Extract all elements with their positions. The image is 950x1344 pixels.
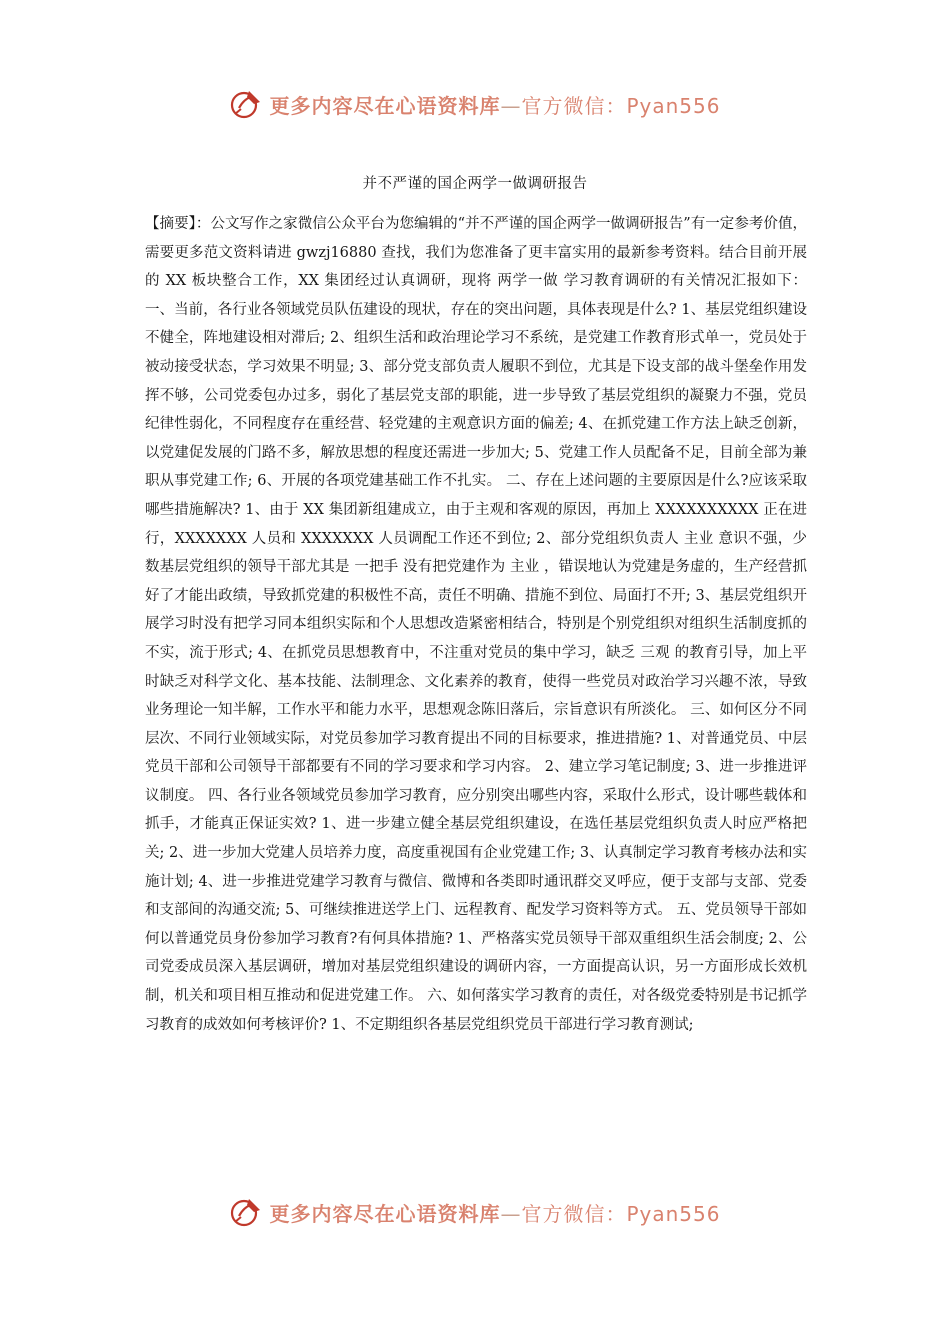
watermark-separator: —: [500, 1201, 522, 1226]
watermark-contact: 官方微信：Pyan556: [521, 1201, 721, 1226]
document-title: 并不严谨的国企两学一做调研报告: [362, 176, 588, 192]
watermark-text: [269, 1198, 720, 1227]
pen-logo-icon: [229, 87, 263, 121]
watermark-separator: —: [500, 93, 522, 118]
document-body: 【摘要】：公文写作之家微信公众平台为您编辑的“并不严谨的国企两学一做调研报告”有一定参考价值，需要更多范文资料请进 gwzj16880 查找，我们为您准备了更丰富实用的最新参考资料。结合目前开展的 XX 板块整合工作，XX 集团经过认真调研，现将 两学一做 学习教育调研的有关情况汇报如下： 一、当前，各行业各领域党员队伍建设的现状，存在的突出问题，具体表现是什么? 1、基层党组织建设不健全，阵地建设相对滞后; 2、组织生活和政治理论学习不系统，是党建工作教育形式单一，党员处于被动接受状态，学习效果不明显; 3、部分党支部负责人履职不到位，尤其是下设支部的战斗堡垒作用发挥不够，公司党委包办过多，弱化了基层党支部的职能，进一步导致了基层党组织的凝聚力不强，党员纪律性弱化，不同程度存在重经营、轻党建的主观意识方面的偏差; 4、在抓党建工作方法上缺乏创新，以党建促发展的门路不多，解放思想的程度还需进一步加大; 5、党建工作人员配备不足，目前全部为兼职从事党建工作; 6、开展的各项党建基础工作不扎实。 二、存在上述问题的主要原因是什么?应该采取哪些措施解决? 1、由于 XX 集团新组建成立，由于主观和客观的原因，再加上 XXXXXXXXXX 正在进行，XXXXXXX 人员和 XXXXXXX 人员调配工作还不到位; 2、部分党组织负责人 主业 意识不强，少数基层党组织的领导干部尤其是 一把手 没有把党建作为 主业 ，错误地认为党建是务虚的，生产经营抓好了才能出政绩，导致抓党建的积极性不高，责任不明确、措施不到位、局面打不开; 3、基层党组织开展学习时没有把学习同本组织实际和个人思想改造紧密相结合，特别是个别党组织对组织生活制度抓的不实，流于形式; 4、在抓党员思想教育中，不注重对党员的集中学习，缺乏 三观 的教育引导，加上平时缺乏对科学文化、基本技能、法制理念、文化素养的教育，使得一些党员对政治学习兴趣不浓，导致业务理论一知半解，工作水平和能力水平，思想观念陈旧落后，宗旨意识有所淡化。 三、如何区分不同层次、不同行业领域实际，对党员参加学习教育提出不同的目标要求，推进措施? 1、对普通党员、中层党员干部和公司领导干部都要有不同的学习要求和学习内容。 2、建立学习笔记制度; 3、进一步推进评议制度。 四、各行业各领域党员参加学习教育，应分别突出哪些内容，采取什么形式，设计哪些载体和抓手，才能真正保证实效? 1、进一步建立健全基层党组织建设，在选任基层党组织负责人时应严格把关; 2、进一步加大党建人员培养力度，高度重视国有企业党建工作; 3、认真制定学习教育考核办法和实施计划; 4、进一步推进党建学习教育与微信、微博和各类即时通讯群交叉呼应，便于支部与支部、党委和支部间的沟通交流; 5、可继续推进送学上门、远程教育、配发学习资料等方式。 五、党员领导干部如何以普通党员身份参加学习教育?有何具体措施? 1、严格落实党员领导干部双重组织生活会制度; 2、公司党委成员深入基层调研，增加对基层党组织建设的调研内容，一方面提高认识，另一方面形成长效机制，机关和项目相互推动和促进党建工作。 六、如何落实学习教育的责任，对各级党委特别是书记抓学习教育的成效如何考核评价? 1、不定期组织各基层党组织党员干部进行学习教育测试;: [145, 216, 807, 1033]
watermark-contact: 官方微信：Pyan556: [521, 93, 721, 118]
watermark-banner-top: [0, 82, 950, 126]
watermark-site: 更多内容尽在心语资料库: [269, 93, 501, 118]
watermark-site: 更多内容尽在心语资料库: [269, 1201, 501, 1226]
pen-logo-icon: [229, 1195, 263, 1229]
watermark-text: [269, 90, 720, 119]
watermark-banner-bottom: [0, 1190, 950, 1234]
